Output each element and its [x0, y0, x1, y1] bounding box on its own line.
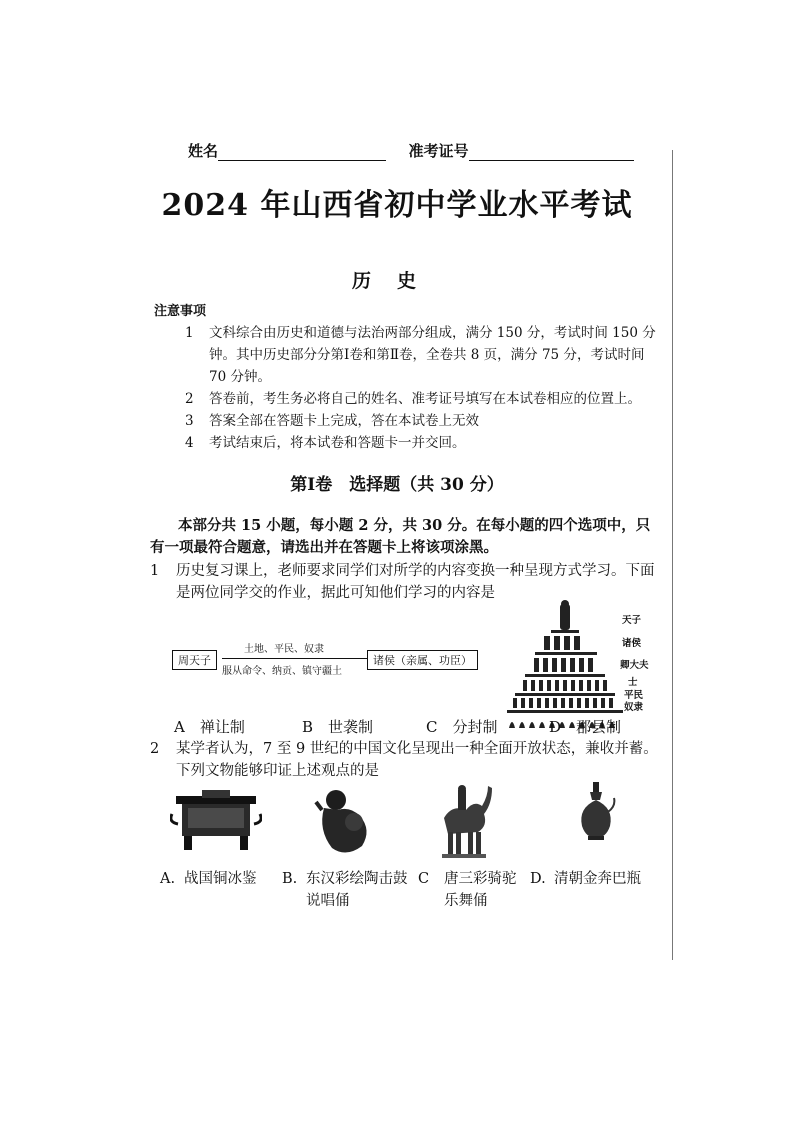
option-text: 郡县制	[576, 718, 622, 736]
pyramid-label: 天子	[622, 615, 642, 626]
option-letter: A	[174, 718, 185, 736]
option-text: 东汉彩绘陶击鼓说唱俑	[306, 871, 408, 909]
diagram-arrow-line	[222, 658, 367, 659]
option-text: 战国铜冰鉴	[184, 871, 257, 887]
question-number: 1	[150, 563, 160, 579]
option-text: 禅让制	[199, 718, 245, 736]
notice-item-num: 4	[185, 435, 194, 451]
camel-musicians-icon	[434, 784, 492, 860]
question-text: 某学者认为，7 至 9 世纪的中国文化呈现出一种全面开放状态，兼收并蓄。下列文物能够印证上述观点的是	[176, 741, 658, 779]
pyramid-label: 诸侯	[622, 638, 642, 649]
question-1	[150, 560, 670, 604]
option-b[interactable]	[302, 716, 373, 737]
notice-item-text: 考试结束后，将本试卷和答题卡一并交回。	[209, 435, 466, 451]
notice-heading: 注意事项	[154, 304, 207, 319]
name-field[interactable]	[218, 146, 386, 161]
question-1-options	[174, 716, 654, 738]
diagram-box-lords: 诸侯（亲属、功臣）	[367, 650, 478, 670]
pyramid-label: 平民	[624, 690, 644, 701]
notice-item-text: 文科综合由历史和道德与法治两部分组成，满分 150 分，考试时间 150 分钟。其中历史部分分第Ⅰ卷和第Ⅱ卷，全卷共 8 页，满分 75 分，考试时间 70 分钟。	[209, 325, 656, 385]
part-intro: 本部分共 15 小题，每小题 2 分，共 30 分。在每小题的四个选项中，只有一项最符合题意，请选出并在答题卡上将该项涂黑。	[150, 517, 651, 556]
subject-title: 历史	[351, 270, 442, 292]
drummer-figurine-icon	[314, 786, 374, 860]
question-text: 历史复习课上，老师要求同学们对所学的内容变换一种呈现方式学习。下面是两位同学交的作业，据此可知他们学习的内容是	[176, 563, 655, 601]
option-text: 分封制	[452, 718, 498, 736]
option-a[interactable]	[174, 716, 245, 737]
question-number: 2	[150, 741, 160, 757]
option-c[interactable]	[426, 716, 498, 737]
exam-id-label: 准考证号	[408, 142, 469, 160]
option-letter: C	[426, 718, 438, 736]
fief-flow-diagram	[172, 640, 477, 680]
diagram-box-king: 周天子	[172, 650, 217, 670]
notice-item-num: 1	[185, 325, 194, 341]
gold-vase-icon	[576, 782, 616, 842]
exam-id-field[interactable]	[469, 146, 634, 161]
option-letter: D	[549, 718, 562, 736]
notice-item-text: 答卷前，考生务必将自己的姓名、准考证号填写在本试卷相应的位置上。	[209, 391, 641, 407]
exam-title: 2024 年山西省初中学业水平考试	[161, 188, 633, 223]
option-letter: D.	[530, 871, 546, 887]
notice-item	[185, 322, 665, 388]
option-text: 世袭制	[328, 718, 374, 736]
header-row	[188, 140, 634, 161]
option-letter: B.	[282, 871, 298, 887]
diagram-bottom-label: 服从命令、纳贡、镇守疆土	[222, 666, 342, 677]
option-d[interactable]	[549, 716, 621, 737]
part-title: 第Ⅰ卷 选择题（共 30 分）	[290, 475, 504, 495]
option-text: 清朝金奔巴瓶	[554, 871, 641, 887]
pyramid-label: 卿大夫	[620, 660, 649, 671]
pyramid-label: 士	[628, 677, 638, 688]
notice-item-num: 3	[185, 413, 194, 429]
option-letter: B	[302, 718, 314, 736]
diagram-top-label: 土地、平民、奴隶	[244, 644, 324, 655]
name-label: 姓名	[188, 142, 219, 160]
notice-item-text: 答案全部在答题卡上完成，答在本试卷上无效	[209, 413, 479, 429]
option-letter: C	[418, 871, 430, 887]
pyramid-label: 奴隶	[624, 702, 644, 713]
notice-item-num: 2	[185, 391, 194, 407]
question-2	[150, 738, 670, 782]
option-text: 唐三彩骑驼乐舞俑	[444, 871, 517, 909]
option-letter: A.	[160, 871, 176, 887]
bronze-ice-box-icon	[170, 788, 262, 854]
